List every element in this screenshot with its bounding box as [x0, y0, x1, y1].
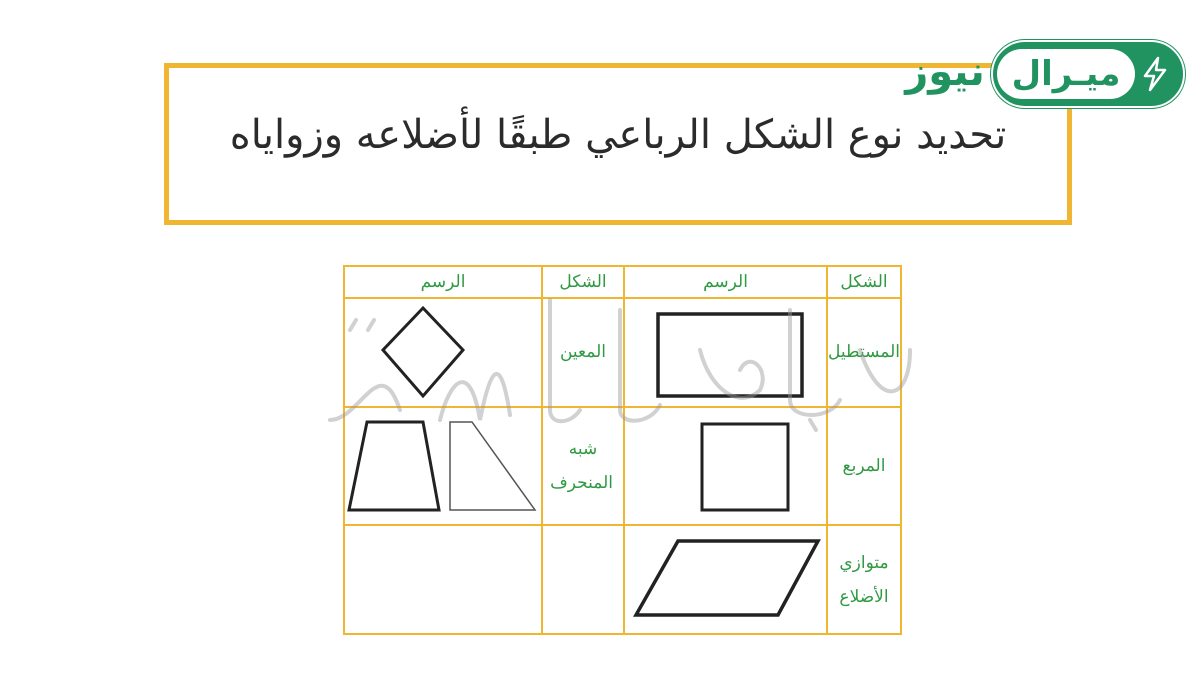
header-shape-left: الشكل [542, 266, 624, 298]
logo-word: نيوز [905, 49, 985, 95]
rectangle-shape [646, 306, 806, 398]
parallelogram-shape [628, 535, 824, 625]
rectangle-drawing [624, 298, 827, 407]
label-rhombus: المعين [542, 298, 624, 407]
trapezoid-shapes [345, 416, 541, 516]
table-header-row [344, 266, 901, 298]
lightning-icon [1139, 56, 1171, 92]
table-row [344, 407, 901, 526]
quadrilateral-table [343, 265, 902, 635]
square-shape [646, 416, 806, 516]
trapezoid-drawing [344, 407, 542, 526]
rhombus-shape [345, 302, 541, 402]
trapezoid-label: شبه المنحرف [550, 439, 613, 494]
label-parallelogram [827, 525, 901, 634]
rhombus-drawing [344, 298, 542, 407]
square-drawing [624, 407, 827, 526]
brand-logo [895, 40, 1185, 108]
parallelogram-drawing [624, 525, 827, 634]
table-row [344, 298, 901, 407]
label-rectangle: المستطيل [827, 298, 901, 407]
logo-pill-text: ميـرال [997, 49, 1135, 99]
label-trapezoid [542, 407, 624, 526]
table-row [344, 525, 901, 634]
header-drawing-left: الرسم [344, 266, 542, 298]
empty-cell [542, 525, 624, 634]
label-square: المربع [827, 407, 901, 526]
empty-cell [344, 525, 542, 634]
parallelogram-label: متوازي الأضلاع [839, 552, 889, 607]
logo-pill [991, 40, 1185, 108]
header-shape-right: الشكل [827, 266, 901, 298]
header-drawing-right: الرسم [624, 266, 827, 298]
page-title: تحديد نوع الشكل الرباعي طبقًا لأضلاعه وزواياه [229, 112, 1007, 158]
